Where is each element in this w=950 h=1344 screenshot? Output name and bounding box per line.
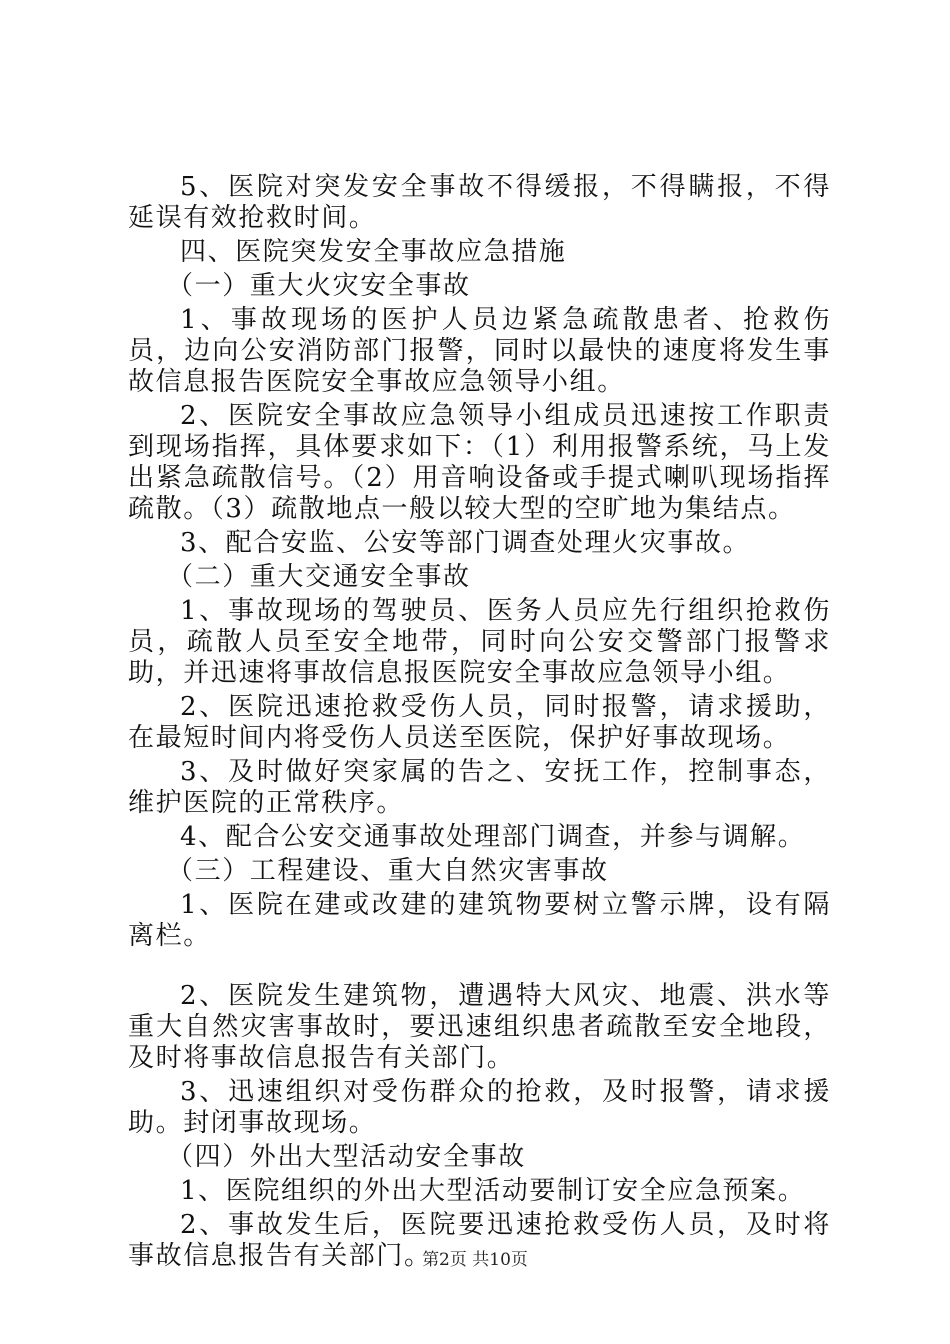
paragraph: 5、医院对突发安全事故不得缓报，不得瞒报，不得延误有效抢救时间。 [128, 172, 831, 233]
blank-line [128, 955, 831, 981]
paragraph: 1、事故现场的驾驶员、医务人员应先行组织抢救伤员，疏散人员至安全地带，同时向公安交警部门报警求助，并迅速将事故信息报医院安全事故应急领导小组。 [128, 596, 831, 688]
paragraph: 3、配合安监、公安等部门调查处理火灾事故。 [180, 528, 751, 558]
paragraph: 1、事故现场的医护人员边紧急疏散患者、抢救伤员，边向公安消防部门报警，同时以最快的速度将发生事故信息报告医院安全事故应急领导小组。 [128, 305, 831, 397]
paragraph: 2、医院发生建筑物，遭遇特大风灾、地震、洪水等重大自然灾害事故时，要迅速组织患者疏散至安全地段，及时将事故信息报告有关部门。 [128, 981, 831, 1073]
subsection-heading: （二）重大交通安全事故 [167, 562, 471, 592]
paragraph: 3、及时做好突家属的告之、安抚工作，控制事态，维护医院的正常秩序。 [128, 757, 831, 818]
page-footer: 第2页 共10页 [422, 1250, 528, 1270]
paragraph: 2、医院迅速抢救受伤人员，同时报警，请求援助，在最短时间内将受伤人员送至医院，保护好事故现场。 [128, 692, 831, 753]
document-body [128, 172, 831, 1275]
subsection-heading: （四）外出大型活动安全事故 [167, 1142, 526, 1172]
paragraph: 1、医院在建或改建的建筑物要树立警示牌，设有隔离栏。 [128, 890, 831, 951]
paragraph: 1、医院组织的外出大型活动要制订安全应急预案。 [180, 1176, 806, 1206]
paragraph: 2、事故发生后，医院要迅速抢救受伤人员，及时将事故信息报告有关部门。 [128, 1210, 831, 1271]
section-heading: 四、医院突发安全事故应急措施 [180, 237, 567, 267]
paragraph: 2、医院安全事故应急领导小组成员迅速按工作职责到现场指挥，具体要求如下：（1）利用报警系统，马上发出紧急疏散信号。（2）用音响设备或手提式喇叭现场指挥疏散。（3）疏散地点一般以较大型的空旷地为集结点。 [128, 401, 831, 524]
subsection-heading: （一）重大火灾安全事故 [167, 271, 471, 301]
subsection-heading: （三）工程建设、重大自然灾害事故 [167, 856, 609, 886]
paragraph: 4、配合公安交通事故处理部门调查，并参与调解。 [180, 822, 806, 852]
paragraph: 3、迅速组织对受伤群众的抢救，及时报警，请求援助。封闭事故现场。 [128, 1077, 831, 1138]
